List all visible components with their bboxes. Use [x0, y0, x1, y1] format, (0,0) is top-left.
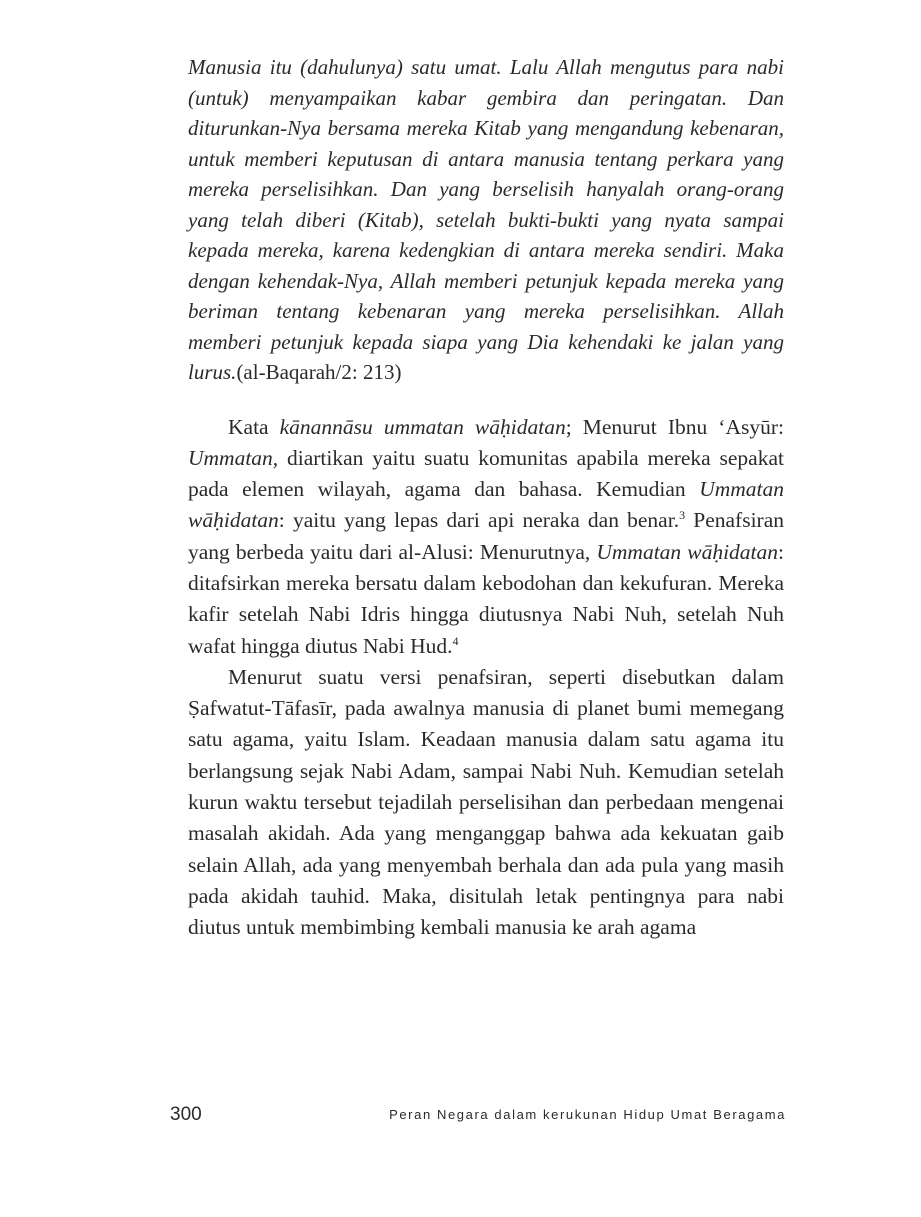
body-paragraph-1 [188, 412, 784, 662]
paragraph-text: Kata [228, 414, 280, 439]
paragraph-text: : yaitu yang lepas dari api neraka dan benar. [278, 508, 680, 533]
paragraph-text: : ditafsirkan mereka bersatu dalam kebodohan dan kekufuran. Mereka kafir setelah Nabi Idris hingga diutusnya Nabi Nuh, setelah Nuh wafat hingga diutus Nabi Hud. [188, 539, 785, 658]
paragraph-text: diartikan yaitu suatu komunitas apabila mereka sepakat pada elemen wilayah, agama dan bahasa. Kemudian [188, 445, 784, 502]
page-number: 300 [170, 1104, 202, 1125]
quran-translation-quote [188, 52, 784, 388]
italic-term: kānannāsu ummatan wāḥidatan [279, 414, 566, 439]
footnote-marker: 3 [679, 508, 686, 523]
body-paragraph-2: Menurut suatu versi penafsiran, seperti disebutkan dalam Ṣafwatut-Tāfasīr, pada awalnya manusia di planet bumi memegang satu agama, yaitu Islam. Keadaan manusia dalam satu agama itu berlangsung sejak Nabi Adam, sampai Nabi Nuh. Kemudian setelah kurun waktu tersebut tejadilah perselisihan dan perbedaan mengenai masalah akidah. Ada yang menganggap bahwa ada kekuatan gaib selain Allah, ada yang menyembah berhala dan ada pula yang masih pada akidah tauhid. Maka, disitulah letak pentingnya para nabi diutus untuk membimbing kembali manusia ke arah agama [188, 664, 784, 940]
italic-term: Ummatan wāḥidatan [596, 539, 779, 564]
footnote-marker: 4 [452, 633, 459, 648]
quote-text: Manusia itu (dahulunya) satu umat. Lalu Allah mengutus para nabi (untuk) menyampaikan kabar gembira dan peringatan. Dan diturunkan-Nya bersama mereka Kitab yang mengandung kebenaran, untuk memberi keputusan di antara manusia tentang perkara yang mereka perselisihkan. Dan yang berselisih hanyalah orang-orang yang telah diberi (Kitab), setelah bukti-bukti yang nyata sampai kepada mereka, karena kedengkian di antara mereka sendiri. Maka dengan kehendak-Nya, Allah memberi petunjuk kepada mereka yang beriman tentang kebenaran yang mereka perselisihkan. Allah memberi petunjuk kepada siapa yang Dia kehendaki ke jalan yang lurus. [188, 55, 784, 384]
paragraph-text: Penafsiran yang berbeda yaitu dari al-Alusi: Menurutnya, [188, 508, 784, 564]
page-body [188, 52, 784, 944]
running-head: Peran Negara dalam kerukunan Hidup Umat Beragama [389, 1107, 786, 1122]
italic-term: Ummatan, [188, 445, 279, 470]
page-footer [170, 1104, 786, 1128]
italic-term: Ummatan wāḥidatan [188, 477, 784, 533]
quote-reference: (al-Baqarah/2: 213) [236, 360, 402, 384]
paragraph-text: ; Menurut Ibnu ‘Asyūr: [565, 414, 784, 439]
